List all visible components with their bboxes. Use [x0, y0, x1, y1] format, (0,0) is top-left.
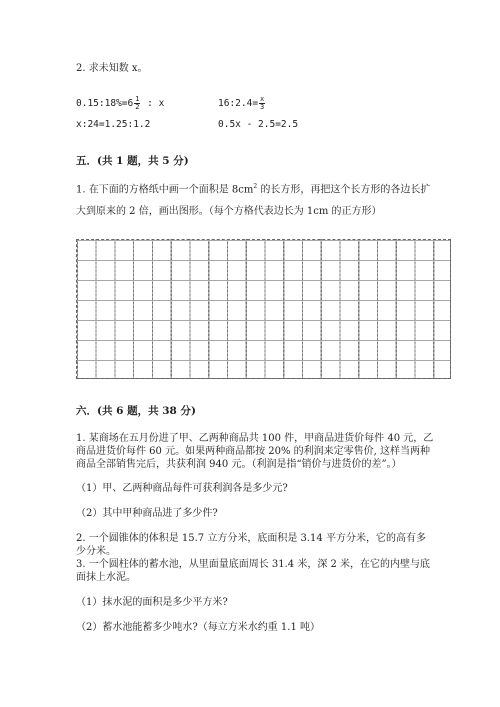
s6-question-1-line-2: 商品进货价每件 60 元。如果两种商品都按 20% 的利润来定零售价, 这样当两种 [76, 446, 431, 457]
equation-1-right: : x [141, 98, 165, 109]
s6-question-3-sub-1: （1）抹水泥的面积是多少平方米? [76, 597, 228, 608]
section-6-heading: 六．(共 6 题，共 38 分) [76, 405, 196, 417]
equation-4: 0.5x - 2.5=2.5 [218, 119, 299, 130]
section-5-question-line-1: 1. 在下面的方格纸中画一个面积是 $8cm^2$ 的长方形，再把这个长方形的各边长扩 [76, 183, 431, 196]
equation-3: x:24=1.25:1.2 [76, 119, 151, 130]
s6-question-3-line-1: 3. 一个圆柱体的蓄水池，从里面量底面周长 31.4 米，深 2 米，在它的内壁与底 [76, 559, 431, 570]
question-2-title: 2. 求未知数 x。 [76, 63, 148, 74]
s6-question-1-sub-2: （2）其中甲种商品进了多少件? [76, 508, 218, 519]
s6-question-1-sub-1: （1）甲、乙两种商品每件可获利润各是多少元? [76, 483, 288, 494]
s6-question-2-line-1: 2. 一个圆锥体的体积是 15.7 立方分米，底面积是 3.14 平方分米，它的高有多 [76, 533, 426, 544]
section-5-question-line-2: 大到原来的 2 倍，画出图形。（每个方格代表边长为 1cm 的正方形） [76, 206, 382, 217]
fraction-x-third: $\frac{x}{3}$ [260, 95, 265, 111]
section-5-heading: 五．(共 1 题，共 5 分) [76, 155, 189, 167]
equation-2 [218, 96, 266, 111]
s6-question-1-line-3: 商品全部销售完后，共获利润 940 元。（利润是指“销价与进货价的差”。） [76, 459, 402, 470]
s6-question-2-line-2: 少分米。 [76, 546, 116, 557]
equation-1-left: 0.15:18%=6 [76, 98, 134, 109]
equation-1 [76, 96, 164, 111]
grid-paper[interactable] [76, 239, 451, 379]
equation-2-left: 16:2.4= [218, 98, 259, 109]
fraction-one-half: $\frac{1}{2}$ [135, 95, 140, 111]
s6-question-3-line-2: 面抹上水泥。 [76, 572, 136, 583]
s6-question-3-sub-2: （2）蓄水池能蓄多少吨水?（每立方米水约重 1.1 吨） [76, 622, 320, 633]
s6-question-1-line-1: 1. 某商场在五月份进了甲、乙两种商品共 100 件，甲商品进货价每件 40 元，乙 [76, 433, 434, 444]
